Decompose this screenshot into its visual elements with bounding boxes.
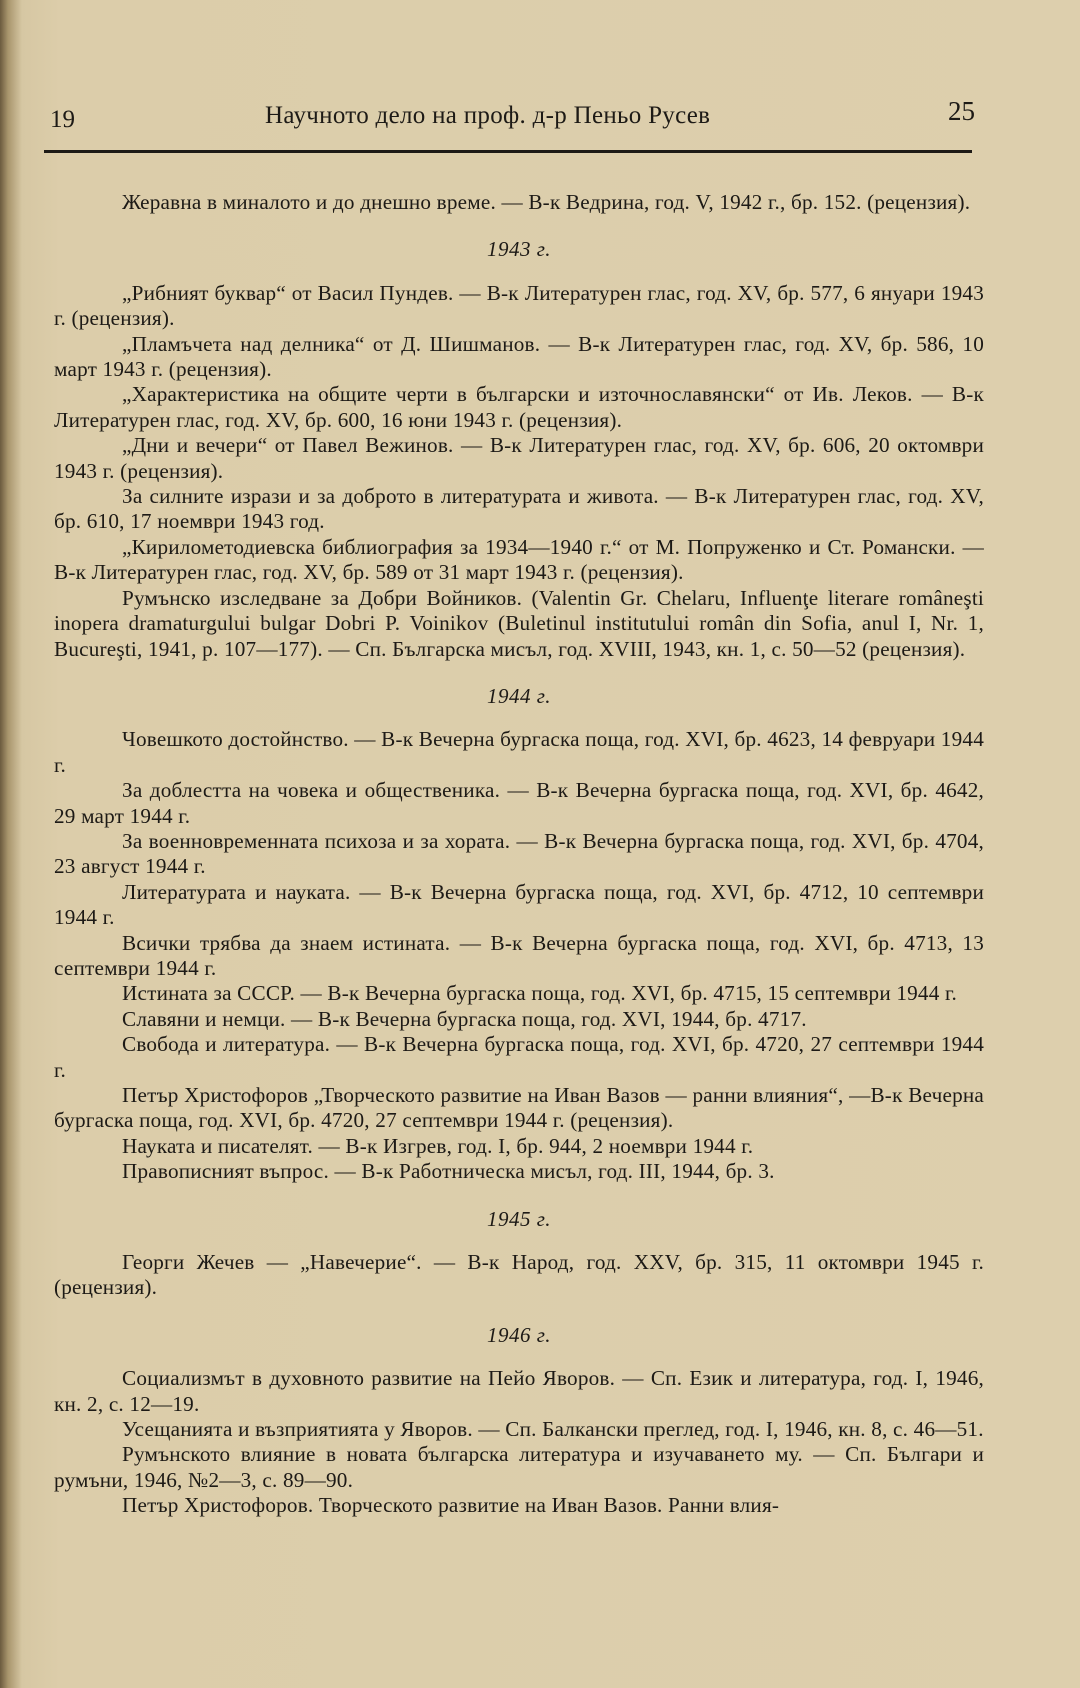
bibliography-entry: Усещанията и възприятията у Яворов. — Сп. Балкански преглед, год. I, 1946, кн. 8, с. 46—51. [122,1417,984,1442]
left-number: 19 [50,106,75,133]
bibliography-entry: Петър Христофоров „Творческото развитие на Иван Вазов — ранни влияния“, —В-к Вечерна бургаска поща, год. XVI, бр. 4720, 27 септември 1944 г. (рецензия). [54,1083,984,1133]
bibliography-entry: За доблестта на човека и общественика. — В-к Вечерна бургаска поща, год. XVI, бр. 4642, 29 март 1944 г. [54,778,984,828]
bibliography-entry: „Рибният буквар“ от Васил Пундев. — В-к Литературен глас, год. XV, бр. 577, 6 януари 1943 г. (рецензия). [54,280,984,331]
bibliography-entry: Социализмът в духовното развитие на Пейо Яворов. — Сп. Език и литература, год. I, 1946, кн. 2, с. 12—19. [54,1366,984,1416]
header-rule [44,150,972,153]
bibliography-entry: Жеравна в миналото и до днешно време. — В-к Ведрина, год. V, 1942 г., бр. 152. (рецензия). [122,190,971,214]
bibliography-entry: „Пламъчета над делника“ от Д. Шишманов. — В-к Литературен глас, год. XV, бр. 586, 10 март 1943 г. (рецензия). [54,331,984,382]
page-number: 25 [948,96,975,126]
bibliography-entry: Свобода и литература. — В-к Вечерна бургаска поща, год. XVI, бр. 4720, 27 септември 1944 г. [54,1032,984,1082]
year-heading: 1944 г. [487,683,551,708]
running-title: Научното дело на проф. д-р Пеньо Русев [265,102,711,129]
year-heading: 1945 г. [487,1206,551,1231]
bibliography-entry: Румънско изследване за Добри Войников. (Valentin Gr. Chelaru, Influenţe literare româneşti inopera dramaturgului bulgar Dobri P. Voinikov (Buletinul institutului român din Sofia, anul I, Nr. 1, Bucureşti, 1941, p. 107—177). — Сп. Българска мисъл, год. XVIII, 1943, кн. 1, с. 50—52 (рецензия). [54,585,984,661]
bibliography-body [54,190,984,1519]
year-heading: 1946 г. [487,1322,551,1347]
bibliography-entry: „Характеристика на общите черти в български и източнославянски“ от Ив. Леков. — В-к Литературен глас, год. XV, бр. 600, 16 юни 1943 г. (рецензия). [54,382,984,432]
bibliography-entry: Литературата и науката. — В-к Вечерна бургаска поща, год. XVI, бр. 4712, 10 септември 1944 г. [54,879,984,930]
bibliography-entry: Румънското влияние в новата българска литература и изучаването му. — Сп. Българи и румъни, 1946, №2—3, с. 89—90. [54,1442,984,1492]
bibliography-entry: За военновременната психоза и за хората. — В-к Вечерна бургаска поща, год. XVI, бр. 4704, 23 август 1944 г. [54,828,984,879]
bibliography-entry: Истината за СССР. — В-к Вечерна бургаска поща, год. XVI, бр. 4715, 15 септември 1944 г. [122,981,958,1006]
bibliography-entry: Георги Жечев — „Навечерие“. — В-к Народ, год. XXV, бр. 315, 11 октомври 1945 г. (рецензия). [54,1250,984,1300]
bibliography-entry: Славяни и немци. — В-к Вечерна бургаска поща, год. XVI, 1944, бр. 4717. [122,1006,807,1031]
bibliography-entry: Правописният въпрос. — В-к Работническа мисъл, год. III, 1944, бр. 3. [122,1159,775,1184]
year-heading: 1943 г. [487,237,551,262]
bibliography-entry: „Кирилометодиевска библиография за 1934—1940 г.“ от М. Попруженко и Ст. Романски. — В-к Литературен глас, год. XV, бр. 589 от 31 март 1943 г. (рецензия). [54,534,984,585]
bibliography-entry: „Дни и вечери“ от Павел Вежинов. — В-к Литературен глас, год. XV, бр. 606, 20 октомври 1943 г. (рецензия). [54,433,984,483]
bibliography-entry: Науката и писателят. — В-к Изгрев, год. I, бр. 944, 2 ноември 1944 г. [122,1133,754,1158]
bibliography-entry: За силните изрази и за доброто в литературата и живота. — В-к Литературен глас, год. XV, бр. 610, 17 ноември 1943 год. [54,484,984,534]
bibliography-entry: Всички трябва да знаем истината. — В-к Вечерна бургаска поща, год. XVI, бр. 4713, 13 септември 1944 г. [54,930,984,980]
running-header [50,92,975,136]
bibliography-entry: Човешкото достойнство. — В-к Вечерна бургаска поща, год. XVI, бр. 4623, 14 февруари 1944 г. [54,727,984,777]
bibliography-entry: Петър Христофоров. Творческото развитие на Иван Вазов. Ранни влия- [122,1493,780,1518]
